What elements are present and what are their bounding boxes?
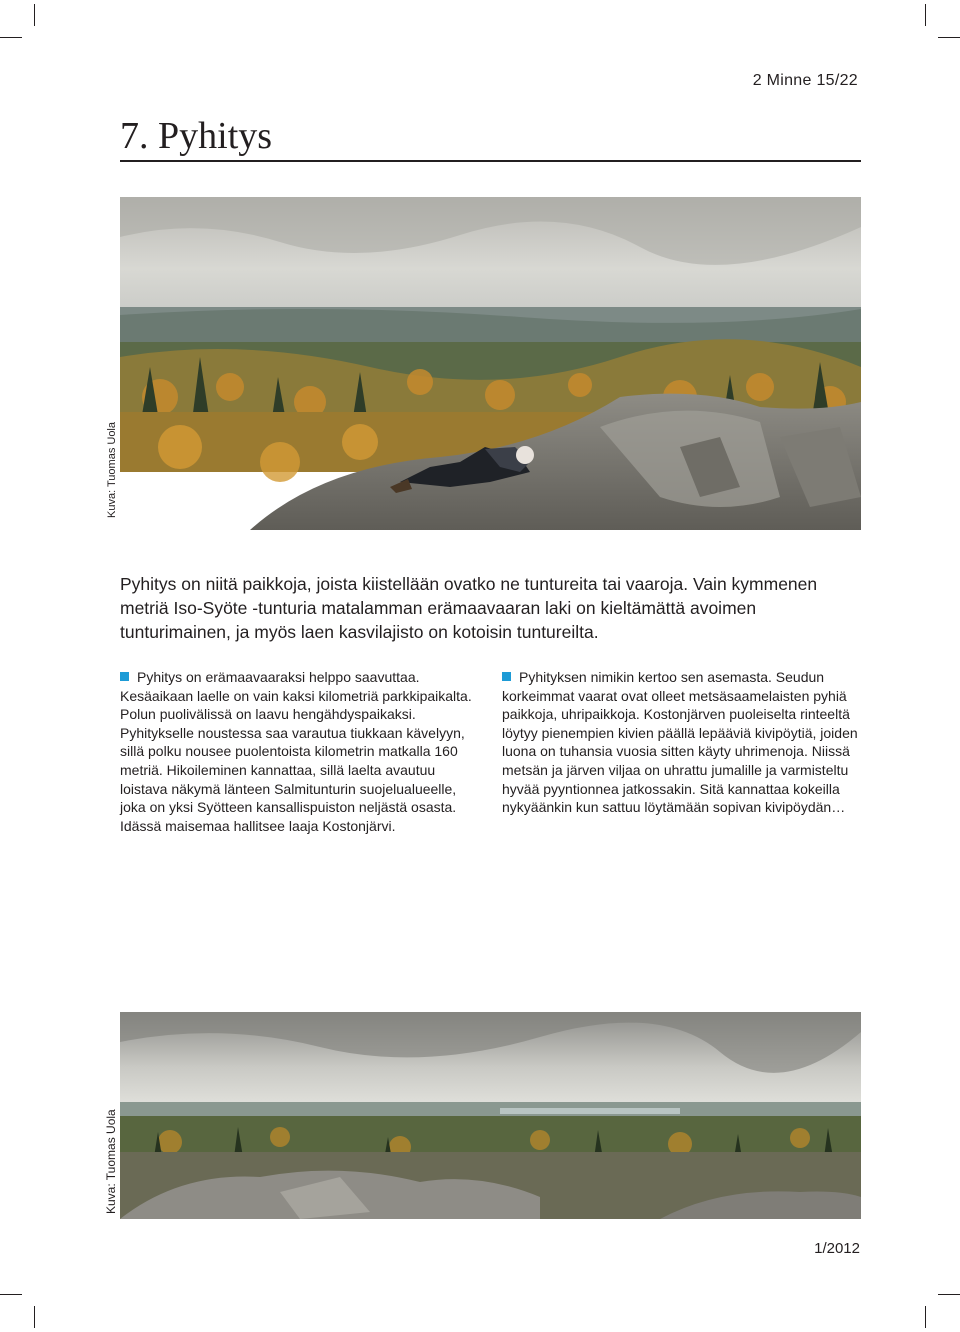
page-issue-label: 2 Minne 15/22 (752, 72, 858, 89)
photo-top (120, 197, 861, 530)
crop-mark (925, 1306, 926, 1328)
photo-top-credit: Kuva: Tuomas Uola (106, 422, 118, 518)
crop-mark (925, 4, 926, 26)
crop-mark (938, 37, 960, 38)
footer-issue: 1/2012 (814, 1240, 860, 1257)
crop-mark (34, 1306, 35, 1328)
crop-mark (0, 1294, 22, 1295)
column-right-text: Pyhityksen nimikin kertoo sen asemasta. Seudun korkeimmat vaarat ovat olleet metsäsaamelaisten pyhiä paikkoja, uhripaikkoja. Kostonjärven puoleiselta rinteeltä löytyy pienempien kivien päällä lepääviä kivipöytiä, joiden luona on tuhansia vuosia sitten käyty uhrimenoja. Niissä metsän ja järven viljaa on uhrattu jumalille ja varmisteltu hyvää pyyntionnea jatkossakin. Sitä kannattaa kokeilla nykyäänkin kun sattuu löytämään sopivan kivipöydän… (502, 669, 858, 816)
article-title: 7. Pyhitys (120, 115, 273, 157)
bullet-square-icon (120, 672, 129, 681)
article-intro: Pyhitys on niitä paikkoja, joista kiistellään ovatko ne tuntureita tai vaaroja. Vain kymmenen metriä Iso-Syöte -tunturia matalamman erämaavaaran laki on kieltämättä avoimen tunturimainen, ja myös laen kasvilajisto on kotoisin tuntureilta. (120, 574, 818, 642)
photo-bottom (120, 1012, 861, 1219)
crop-mark (938, 1294, 960, 1295)
column-left-text: Pyhitys on erämaavaaraksi helppo saavuttaa. Kesäaikaan laelle on vain kaksi kilometriä parkkipaikalta. Polun puolivälissä on laavu hengähdyspaikaksi. Pyhitykselle noustessa saa varautua tiukkaan kävelyyn, sillä polku nousee puolentoista kilometrin matkalla 160 metriä. Hikoileminen kannattaa, sillä laelta avautuu loistava näkymä länteen Salmitunturin suojelualueelle, joka on yksi Syötteen kansallispuiston neljästä osasta. Idässä maisemaa hallitsee laaja Kostonjärvi. (120, 669, 472, 834)
crop-mark (34, 4, 35, 26)
crop-mark (0, 37, 22, 38)
photo-bottom-credit: Kuva: Tuomas Uola (104, 1109, 118, 1214)
column-left (120, 668, 478, 835)
column-right (502, 668, 860, 817)
title-divider (120, 160, 861, 162)
bullet-square-icon (502, 672, 511, 681)
